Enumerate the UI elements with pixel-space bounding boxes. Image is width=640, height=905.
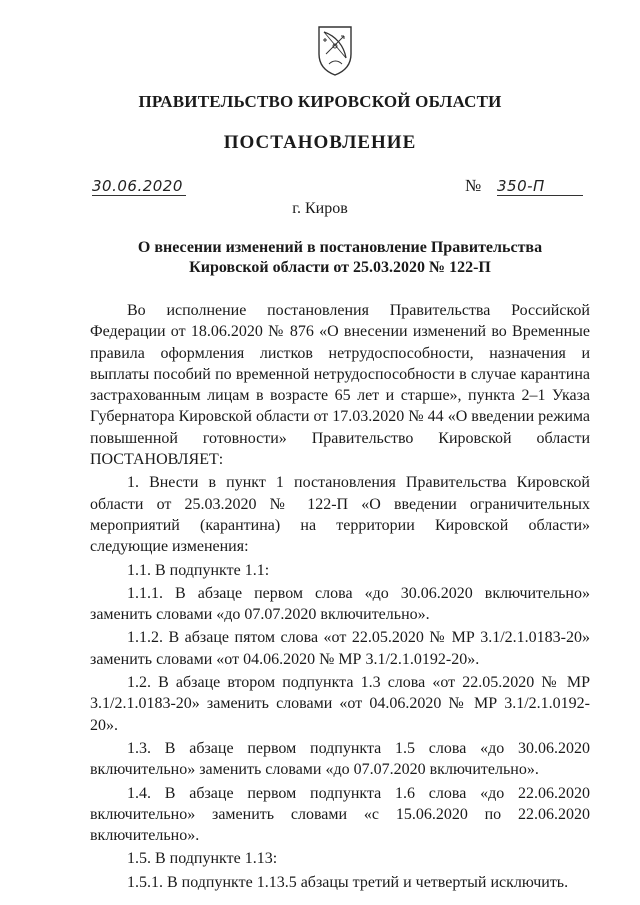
document-type: ПОСТАНОВЛЕНИЕ [223, 132, 417, 153]
preamble-paragraph: Во исполнение постановления Правительства Российской Федерации от 18.06.2020 № 876 «О внесении изменений во Временные правила оформления листков нетрудоспособности, назначения и выплаты пособий по временной нетрудоспособности в случае карантина застрахованным лицам в возрасте 65 лет и старше», пункта 2–1 Указа Губернатора Кировской области от 17.03.2020 № 44 «О введении режима повышенной готовности» Правительство Кировской области ПОСТАНОВЛЯЕТ: [90, 302, 590, 469]
paragraph-1: 1. Внести в пункт 1 постановления Правительства Кировской области от 25.03.2020 № 122-П «О введении ограничительных мероприятий (карантина) на территории Кировской области» следующие изменения: [90, 474, 590, 556]
subject-line-1: О внесении изменений в постановление Правительства [137, 239, 543, 256]
paragraph-1-4: 1.4. В абзаце первом подпункта 1.6 слова «до 22.06.2020 включительно» заменить словами «с 15.06.2020 по 22.06.2020 включительно». [90, 784, 590, 845]
organization-name: ПРАВИТЕЛЬСТВО КИРОВСКОЙ ОБЛАСТИ [138, 92, 502, 111]
number-sign: № [465, 176, 482, 195]
paragraph-1-3: 1.3. В абзаце первом подпункта 1.5 слова «до 30.06.2020 включительно» заменить словами «до 07.07.2020 включительно». [90, 739, 590, 779]
paragraph-1-5-1: 1.5.1. В подпункте 1.13.5 абзацы третий и четвертый исключить. [127, 873, 569, 891]
number-value: 350-П [497, 177, 583, 196]
paragraph-1-1-2: 1.1.2. В абзаце пятом слова «от 22.05.2020 № МР 3.1/2.1.0183-20» заменить словами «от 04.06.2020 № МР 3.1/2.1.0192-20». [90, 629, 590, 668]
paragraph-1-2: 1.2. В абзаце втором подпункта 1.3 слова «от 22.05.2020 № МР 3.1/2.1.0183-20» заменить словами «от 04.06.2020 № МР 3.1/2.1.0192-20». [90, 674, 590, 734]
document-date: 30.06.2020 [92, 177, 186, 196]
paragraph-1-1: 1.1. В подпункте 1.1: [127, 561, 270, 579]
city: г. Киров [292, 200, 348, 217]
paragraph-1-1-1: 1.1.1. В абзаце первом слова «до 30.06.2020 включительно» заменить словами «до 07.07.2020 включительно». [90, 584, 590, 624]
document-subject [90, 238, 590, 278]
paragraph-1-5: 1.5. В подпункте 1.13: [127, 850, 278, 868]
coat-of-arms-icon [316, 24, 354, 76]
document-body [90, 300, 590, 893]
subject-line-2: Кировской области от 25.03.2020 № 122-П [189, 259, 491, 276]
